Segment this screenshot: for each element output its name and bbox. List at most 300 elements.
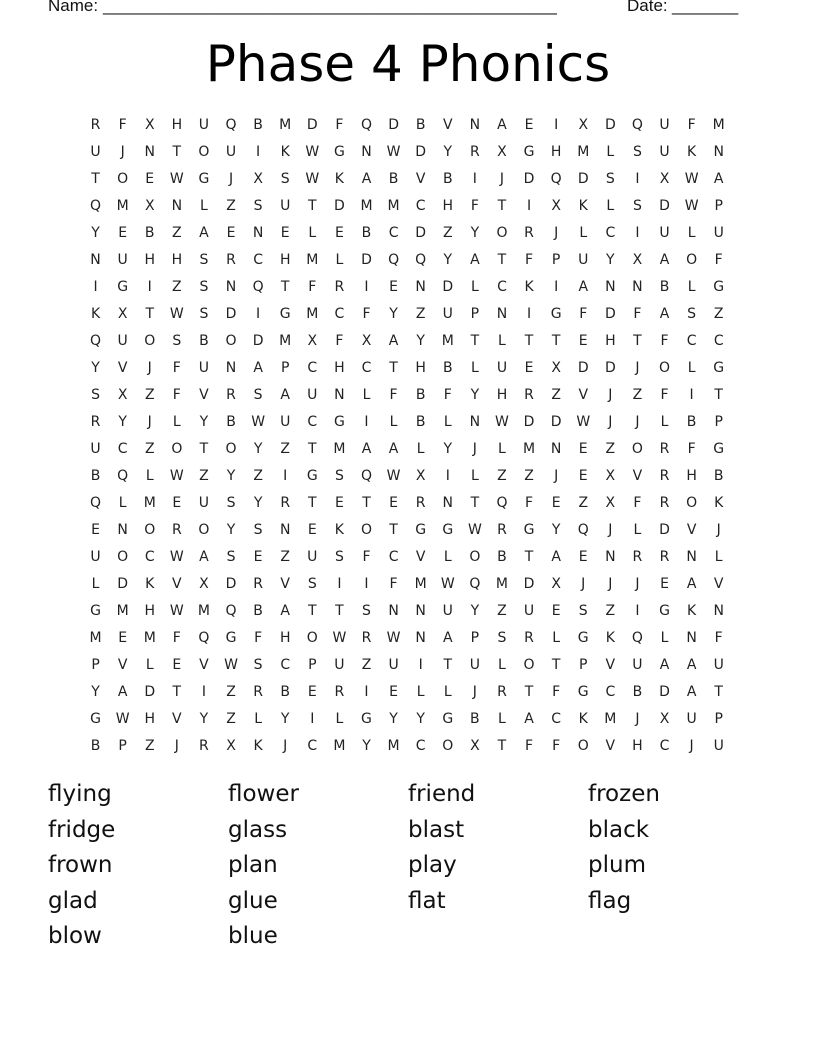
grid-letter: N [415,630,426,646]
grid-letter: F [525,252,534,268]
grid-row [82,274,734,301]
grid-letter: Y [470,387,480,403]
grid-letter: Z [172,279,182,295]
grid-letter: U [388,657,399,673]
date-blank-line: _______ [672,0,739,15]
grid-letter: S [334,549,344,565]
grid-letter: N [415,279,426,295]
grid-letter: Z [361,657,372,673]
grid-row [82,166,734,193]
grid-letter: R [659,495,670,511]
word-list-item: fridge [48,816,116,843]
grid-letter: P [308,657,317,673]
grid-letter: L [335,711,344,727]
grid-letter: E [578,549,588,565]
grid-letter: Y [280,711,290,727]
grid-letter: Z [199,468,209,484]
grid-letter: O [523,657,535,673]
grid-letter: W [224,657,238,673]
grid-letter: D [306,117,318,133]
grid-letter: J [608,387,613,403]
grid-letter: G [415,522,427,538]
grid-letter: V [117,360,128,376]
grid-row [82,220,734,247]
grid-letter: R [226,387,236,403]
grid-letter: O [631,441,643,457]
grid-letter: D [388,117,399,133]
grid-row [82,328,734,355]
grid-letter: K [90,306,101,322]
grid-letter: L [200,198,208,214]
grid-letter: R [524,387,534,403]
grid-letter: F [660,387,669,403]
name-label: Name: [48,0,99,15]
grid-letter: F [633,495,642,511]
grid-letter: M [414,576,427,592]
grid-letter: W [305,144,320,160]
grid-letter: X [659,171,670,187]
grid-letter: X [659,711,670,727]
grid-letter: C [415,738,426,754]
grid-letter: X [632,252,643,268]
grid-letter: T [91,171,100,187]
grid-letter: L [443,684,452,700]
grid-letter: Q [577,522,589,538]
grid-letter: P [91,657,100,673]
grid-letter: S [253,198,263,214]
grid-letter: H [144,603,155,619]
grid-letter: N [334,387,345,403]
grid-letter: Z [226,684,236,700]
grid-letter: R [171,522,182,538]
grid-letter: I [310,711,315,727]
grid-letter: F [389,576,398,592]
grid-letter: D [523,414,535,430]
grid-letter: V [199,387,209,403]
grid-letter: L [172,414,181,430]
grid-letter: X [117,306,128,322]
grid-row [82,139,734,166]
grid-letter: A [686,657,697,673]
grid-letter: X [361,333,372,349]
grid-letter: L [633,522,642,538]
grid-letter: J [554,225,559,241]
grid-letter: F [335,333,344,349]
grid-letter: R [524,225,534,241]
grid-letter: J [581,576,586,592]
grid-letter: T [714,684,723,700]
grid-letter: T [145,306,155,322]
grid-letter: I [364,414,369,430]
grid-letter: C [388,549,399,565]
grid-letter: Y [253,441,263,457]
grid-letter: Z [442,225,453,241]
grid-letter: W [684,198,699,214]
grid-letter: R [524,630,534,646]
grid-letter: C [361,360,372,376]
grid-letter: G [225,630,237,646]
grid-letter: N [605,549,616,565]
grid-letter: S [199,252,209,268]
grid-letter: S [172,333,182,349]
grid-letter: Y [91,225,100,241]
grid-letter: L [443,549,452,565]
grid-letter: E [118,225,128,241]
grid-letter: R [90,117,101,133]
grid-letter: G [279,306,291,322]
grid-letter: H [144,252,155,268]
grid-letter: C [605,225,616,241]
grid-letter: E [524,360,534,376]
word-list [48,777,768,955]
grid-letter: I [445,468,450,484]
grid-letter: R [199,738,209,754]
grid-letter: J [472,441,477,457]
grid-letter: A [280,603,290,619]
grid-letter: V [686,522,697,538]
grid-letter: X [551,198,561,214]
word-list-item: blast [408,816,465,843]
grid-letter: S [226,549,236,565]
grid-letter: T [172,144,182,160]
grid-letter: S [91,387,100,403]
grid-letter: T [308,441,317,457]
grid-letter: D [550,414,562,430]
grid-letter: Y [443,144,453,160]
grid-letter: M [89,630,102,646]
grid-letter: W [386,630,401,646]
grid-letter: X [497,144,507,160]
grid-letter: M [116,603,129,619]
grid-letter: L [606,144,615,160]
grid-letter: P [714,414,723,430]
grid-letter: L [660,630,669,646]
grid-letter: R [659,468,670,484]
grid-letter: X [551,360,561,376]
grid-letter: F [579,306,588,322]
grid-letter: W [467,522,482,538]
grid-letter: A [388,333,399,349]
grid-letter: E [660,576,669,592]
grid-letter: K [714,495,724,511]
grid-letter: E [578,468,588,484]
grid-letter: I [256,306,261,322]
grid-letter: F [443,387,452,403]
grid-letter: O [144,522,156,538]
grid-letter: K [334,171,344,187]
grid-letter: H [171,117,183,133]
grid-letter: V [442,117,453,133]
grid-letter: B [90,738,101,754]
grid-letter: J [608,414,613,430]
grid-letter: Q [360,468,372,484]
grid-letter: D [334,198,345,214]
grid-letter: Q [360,117,372,133]
grid-letter: O [577,738,589,754]
grid-letter: L [91,576,100,592]
grid-letter: M [143,630,156,646]
grid-letter: U [117,333,128,349]
grid-letter: Q [90,495,102,511]
grid-letter: M [387,198,400,214]
grid-letter: G [523,522,535,538]
grid-letter: G [523,144,535,160]
grid-row [82,112,734,139]
grid-letter: D [225,576,237,592]
grid-letter: E [172,657,182,673]
grid-letter: D [604,117,616,133]
grid-letter: S [334,468,344,484]
grid-letter: S [226,495,236,511]
grid-letter: L [660,414,669,430]
grid-letter: H [442,198,454,214]
grid-letter: L [416,684,425,700]
grid-letter: Q [225,117,237,133]
grid-letter: N [632,279,643,295]
grid-letter: C [497,279,507,295]
word-list-item: blow [48,923,102,949]
grid-letter: H [550,144,562,160]
grid-letter: I [256,144,261,160]
grid-letter: M [306,252,319,268]
grid-letter: F [525,738,534,754]
grid-letter: Z [415,306,426,322]
grid-letter: R [90,414,101,430]
grid-letter: F [525,495,534,511]
grid-letter: E [551,603,561,619]
grid-letter: F [552,684,561,700]
grid-letter: F [362,549,371,565]
grid-letter: E [334,225,344,241]
grid-letter: E [280,225,290,241]
grid-letter: B [415,117,426,133]
grid-letter: F [172,387,181,403]
grid-letter: U [90,549,101,565]
grid-letter: G [306,468,318,484]
grid-letter: U [117,252,128,268]
grid-letter: Z [226,711,236,727]
grid-letter: S [307,576,317,592]
grid-letter: B [470,711,480,727]
grid-letter: Y [199,414,209,430]
grid-letter: K [145,576,155,592]
grid-letter: S [253,387,263,403]
grid-letter: M [116,198,129,214]
grid-letter: V [117,657,128,673]
grid-letter: T [362,495,371,511]
grid-letter: T [524,684,534,700]
grid-letter: Y [389,306,398,322]
grid-letter: C [713,333,724,349]
grid-letter: G [713,441,725,457]
grid-letter: O [117,549,129,565]
grid-letter: Q [252,279,264,295]
grid-letter: L [498,441,506,457]
grid-letter: P [470,306,480,322]
grid-letter: Y [443,441,453,457]
grid-letter: Y [118,414,127,430]
grid-letter: Z [551,387,561,403]
grid-letter: B [90,468,101,484]
grid-letter: P [470,630,480,646]
grid-letter: N [279,522,291,538]
grid-letter: Y [470,225,480,241]
grid-letter: E [334,495,344,511]
grid-letter: Z [280,441,290,457]
grid-letter: G [90,603,101,619]
grid-letter: W [332,630,347,646]
grid-letter: G [577,630,589,646]
grid-letter: T [497,738,507,754]
grid-letter: P [579,657,588,673]
grid-letter: T [389,522,398,538]
grid-row [82,679,734,706]
grid-letter: U [659,144,670,160]
grid-letter: K [687,144,697,160]
grid-letter: W [169,549,184,565]
grid-letter: V [199,657,209,673]
grid-letter: F [118,117,127,133]
grid-letter: B [361,225,372,241]
grid-letter: Z [497,468,507,484]
grid-letter: T [199,441,209,457]
grid-letter: U [713,738,724,754]
date-label: Date: [627,0,668,15]
grid-row [82,355,734,382]
grid-row [82,625,734,652]
word-list-item: plum [588,852,646,878]
grid-letter: N [686,630,697,646]
grid-letter: C [117,441,128,457]
grid-letter: V [578,387,589,403]
grid-letter: M [712,117,725,133]
grid-letter: K [605,630,615,646]
grid-letter: I [554,279,559,295]
grid-letter: S [362,603,371,619]
grid-letter: C [388,225,399,241]
grid-letter: U [713,657,724,673]
word-list-item: play [408,852,457,878]
grid-letter: U [225,144,237,160]
grid-letter: T [633,333,642,349]
grid-letter: V [415,549,426,565]
grid-letter: C [605,684,616,700]
grid-letter: G [550,306,562,322]
grid-letter: B [415,414,426,430]
grid-letter: F [552,738,561,754]
grid-letter: J [608,522,613,538]
grid-letter: G [577,684,589,700]
grid-letter: I [526,306,532,322]
grid-letter: M [333,441,346,457]
grid-letter: D [415,225,427,241]
grid-letter: D [659,198,670,214]
grid-letter: L [362,387,371,403]
grid-letter: B [280,684,290,700]
grid-letter: L [552,630,561,646]
grid-letter: B [415,387,426,403]
grid-letter: Z [605,441,616,457]
grid-letter: U [469,657,480,673]
grid-letter: A [497,117,507,133]
grid-letter: Y [226,522,236,538]
word-list-item: flying [48,781,112,807]
grid-letter: F [308,279,317,295]
grid-letter: G [713,360,725,376]
grid-letter: N [361,144,372,160]
grid-letter: L [416,441,425,457]
grid-letter: N [117,522,128,538]
grid-letter: O [659,360,671,376]
grid-letter: J [174,738,179,754]
grid-letter: J [228,171,234,187]
grid-letter: U [578,252,589,268]
grid-letter: E [389,684,398,700]
grid-letter: T [172,684,182,700]
grid-letter: I [93,279,98,295]
grid-letter: T [335,603,344,619]
grid-letter: K [524,279,534,295]
grid-letter: W [251,414,266,430]
grid-letter: N [225,279,237,295]
grid-letter: B [253,117,263,133]
grid-letter: A [551,549,561,565]
grid-letter: L [145,657,154,673]
grid-letter: Z [226,198,236,214]
grid-letter: X [253,171,263,187]
grid-letter: R [253,684,263,700]
grid-letter: E [307,522,317,538]
grid-letter: Z [632,387,643,403]
grid-letter: W [386,144,401,160]
grid-letter: E [524,117,534,133]
grid-letter: C [307,738,318,754]
grid-letter: B [253,603,263,619]
grid-letter: F [633,306,642,322]
grid-letter: B [632,684,643,700]
grid-letter: A [280,387,290,403]
grid-letter: U [442,306,453,322]
grid-letter: U [307,549,318,565]
grid-letter: J [689,738,694,754]
grid-letter: D [252,333,264,349]
grid-letter: W [386,468,401,484]
grid-letter: T [308,603,317,619]
grid-letter: B [686,414,697,430]
grid-letter: J [499,171,505,187]
grid-letter: J [147,414,152,430]
grid-row [82,706,734,733]
grid-letter: T [470,495,480,511]
grid-letter: F [470,198,479,214]
grid-letter: O [686,495,698,511]
grid-letter: Z [524,468,534,484]
grid-letter: K [253,738,263,754]
grid-letter: R [226,252,236,268]
grid-letter: B [659,279,670,295]
grid-letter: L [308,225,317,241]
grid-letter: Q [388,252,400,268]
grid-letter: Z [280,549,290,565]
grid-letter: R [497,684,507,700]
grid-letter: N [225,360,237,376]
grid-letter: N [469,117,481,133]
grid-letter: D [577,171,589,187]
grid-letter: R [497,522,507,538]
word-list-item: black [588,816,650,843]
grid-letter: S [497,630,507,646]
grid-letter: T [389,360,398,376]
